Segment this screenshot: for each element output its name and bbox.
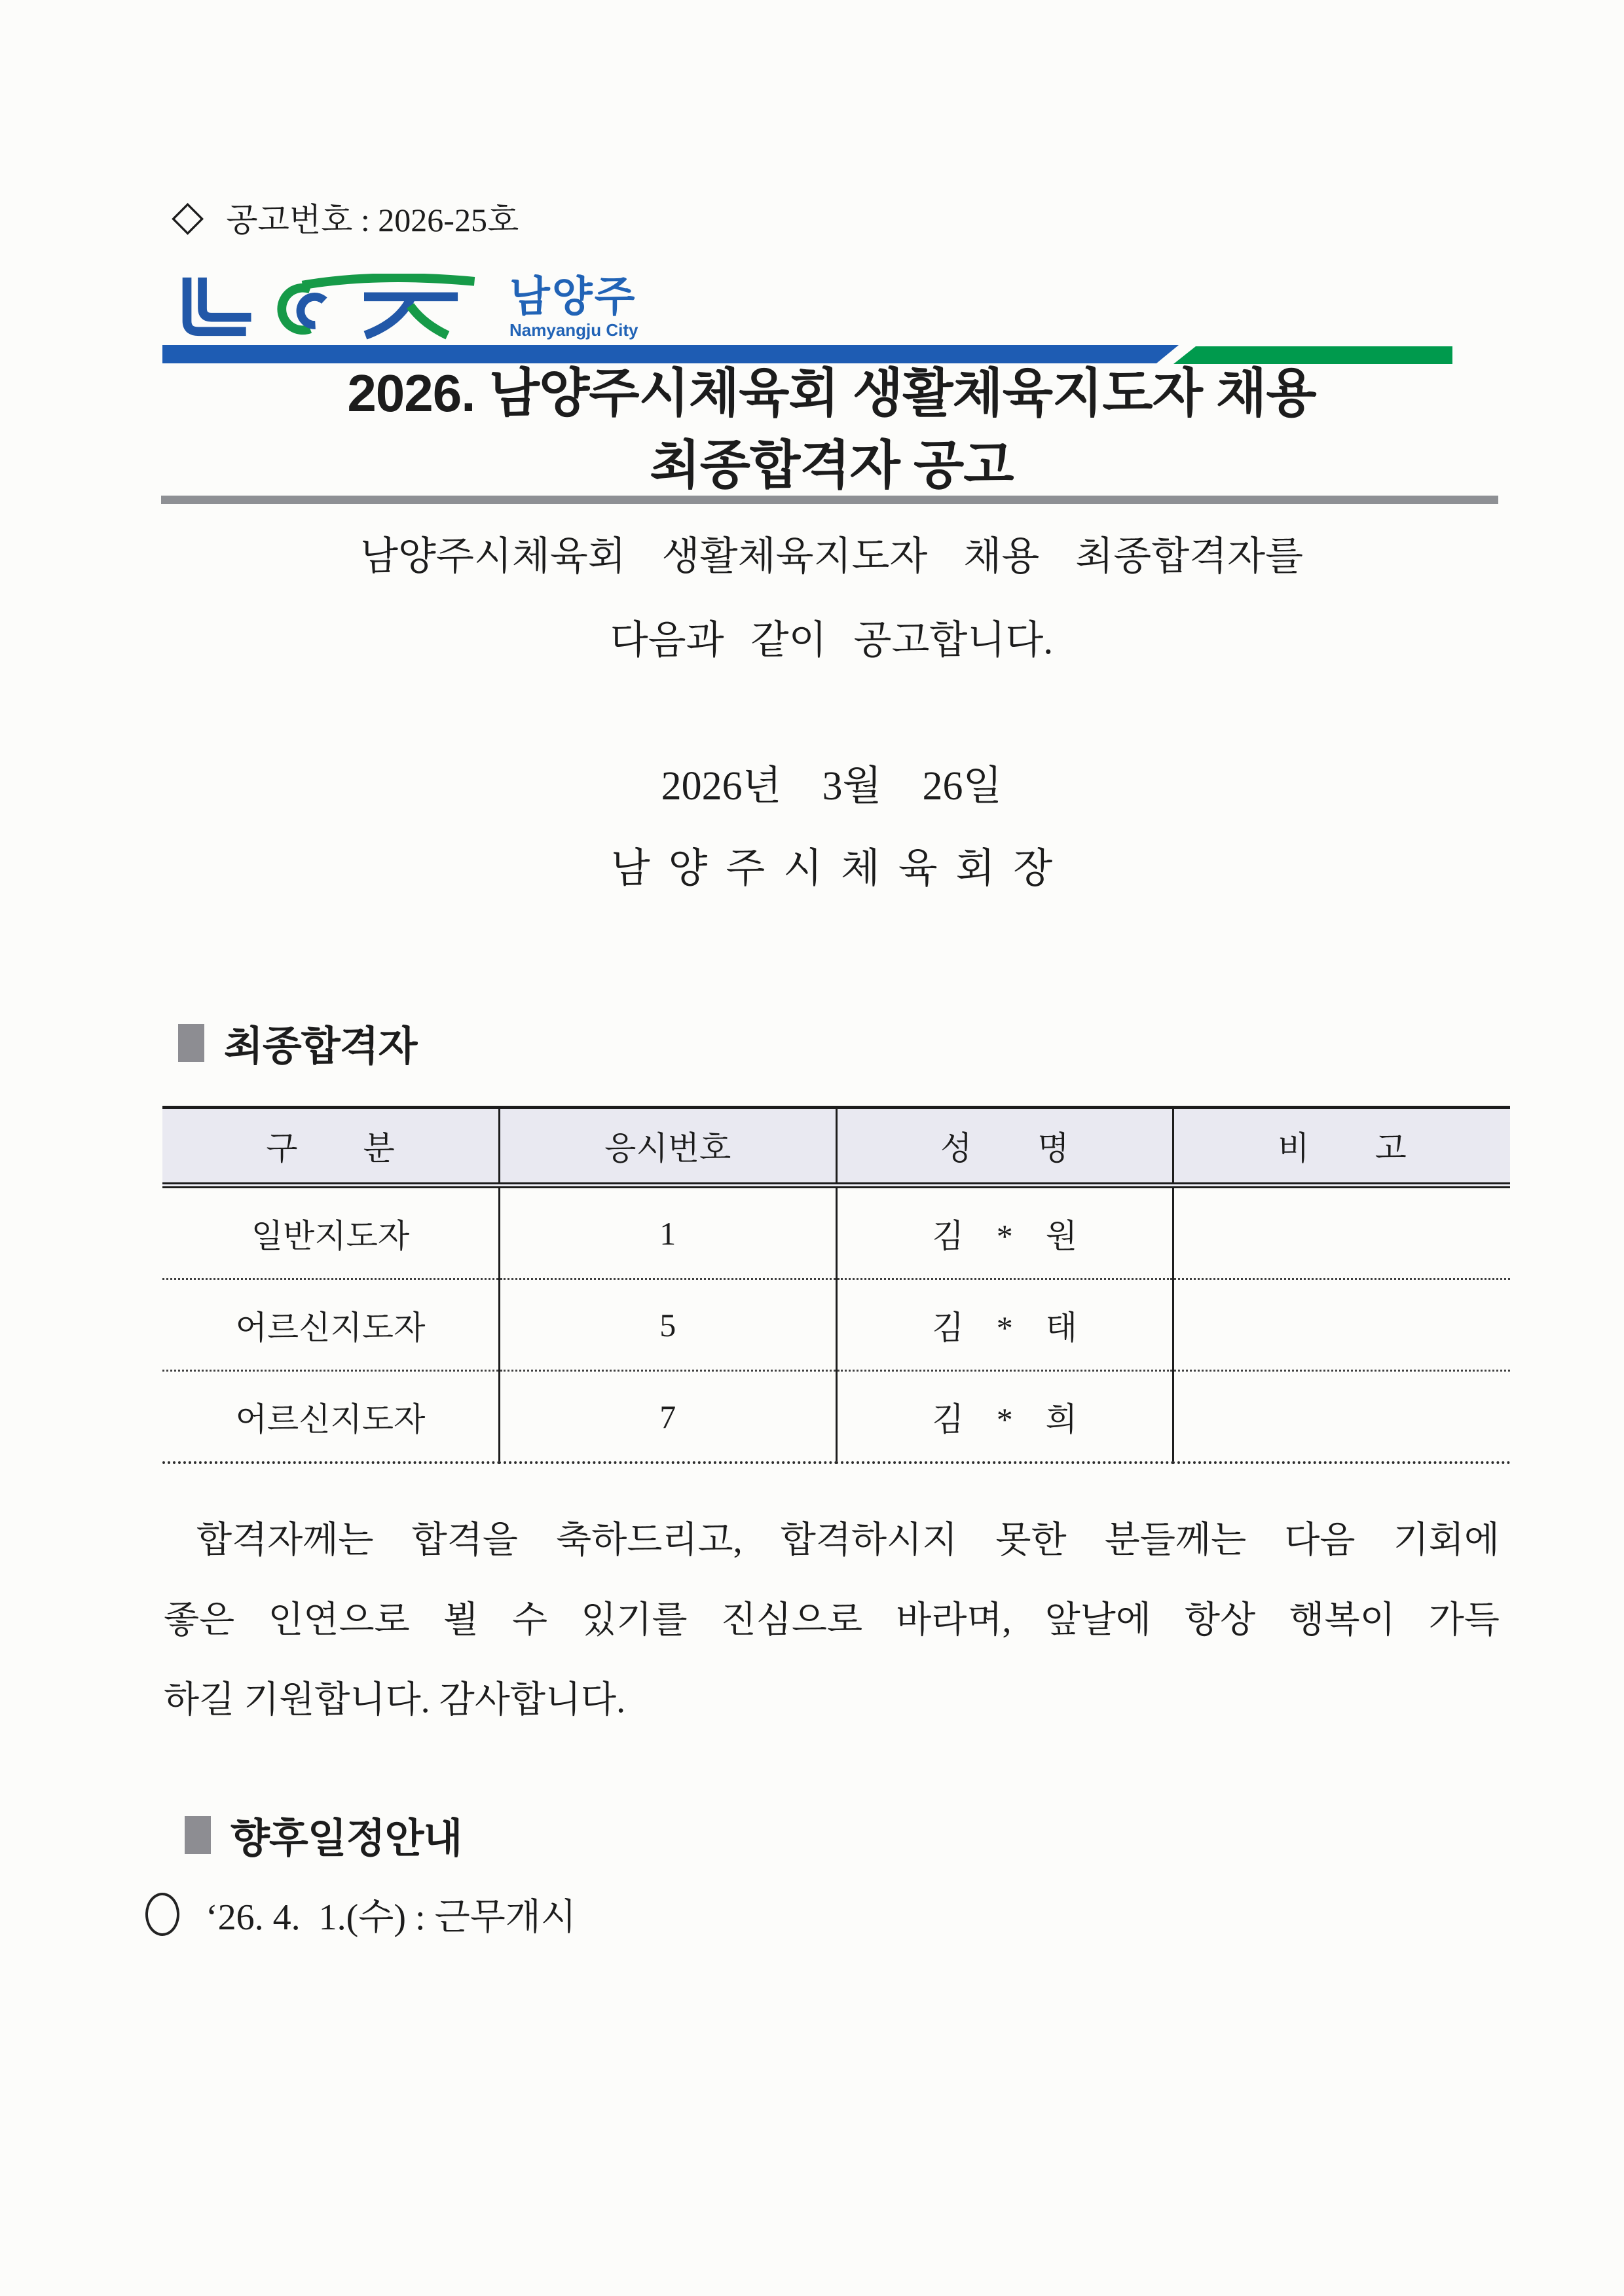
cell-remarks <box>1173 1371 1511 1463</box>
cell-category: 어르신지도자 <box>162 1279 500 1371</box>
document-title <box>164 361 1500 498</box>
closing-line-3: 하길 기원합니다. 감사합니다. <box>164 1680 626 1721</box>
closing-line-2: 좋은 인연으로 뵐 수 있기를 진심으로 바라며, 앞날에 항상 행복이 가득 <box>164 1600 1500 1641</box>
title-line-2: 최종합격자 공고 <box>650 436 1014 494</box>
square-bullet-icon <box>185 1816 211 1854</box>
table-row <box>162 1279 1510 1371</box>
cell-name: 김 * 태 <box>836 1279 1173 1371</box>
schedule-item-text: ‘26. 4. 1.(수) : 근무개시 <box>206 1897 576 1938</box>
final-passers-table <box>162 1106 1510 1464</box>
cell-applicant-number: 5 <box>500 1279 837 1371</box>
col-header-remarks: 비 고 <box>1173 1108 1511 1186</box>
square-bullet-icon <box>178 1024 204 1062</box>
signer-title: 남양주시체육회장 <box>610 847 1071 891</box>
cell-applicant-number: 1 <box>500 1186 837 1279</box>
namyangju-city-logo <box>172 274 638 340</box>
logo-text <box>509 273 638 340</box>
closing-line-1: 합격자께는 합격을 축하드리고, 합격하시지 못한 분들께는 다음 기회에 <box>196 1520 1500 1561</box>
circle-bullet-icon <box>145 1893 179 1936</box>
announcement-date: 2026년 3월 26일 <box>661 764 1003 809</box>
table-header-row <box>162 1108 1510 1186</box>
cell-name: 김 * 원 <box>836 1186 1173 1279</box>
section-title-future-schedule: 향후일정안내 <box>231 1816 462 1861</box>
table-row <box>162 1186 1510 1279</box>
notice-number-text: 공고번호 : 2026-25호 <box>226 202 519 238</box>
closing-paragraph <box>164 1501 1500 1740</box>
col-header-applicant-number: 응시번호 <box>500 1108 837 1186</box>
table-header <box>162 1108 1510 1186</box>
title-divider-rule <box>161 496 1498 504</box>
section-title-final-passers: 최종합격자 <box>224 1024 417 1069</box>
section-header-future-schedule <box>185 1806 462 1864</box>
cell-category: 어르신지도자 <box>162 1371 500 1463</box>
cell-category: 일반지도자 <box>162 1186 500 1279</box>
table-body <box>162 1186 1510 1463</box>
notice-number-line <box>172 194 519 241</box>
cell-remarks <box>1173 1186 1511 1279</box>
section-header-final-passers <box>178 1013 416 1072</box>
diamond-icon: ◇ <box>172 192 204 239</box>
table-row <box>162 1371 1510 1463</box>
col-header-category: 구 분 <box>162 1108 500 1186</box>
cell-applicant-number: 7 <box>500 1371 837 1463</box>
intro-line-1: 남양주시체육회 생활체육지도자 채용 최종합격자를 <box>360 535 1304 578</box>
header-band-blue <box>162 345 1179 363</box>
cell-name: 김 * 희 <box>836 1371 1173 1463</box>
schedule-item <box>145 1888 576 1941</box>
namyangju-logo-mark-icon <box>172 274 492 340</box>
logo-korean-name: 남양주 <box>509 273 637 320</box>
cell-remarks <box>1173 1279 1511 1371</box>
intro-line-2: 다음과 같이 공고합니다. <box>610 619 1054 662</box>
logo-english-name: Namyangju City <box>509 320 638 340</box>
title-line-1: 2026. 남양주시체육회 생활체육지도자 채용 <box>347 364 1316 422</box>
col-header-name: 성 명 <box>836 1108 1173 1186</box>
